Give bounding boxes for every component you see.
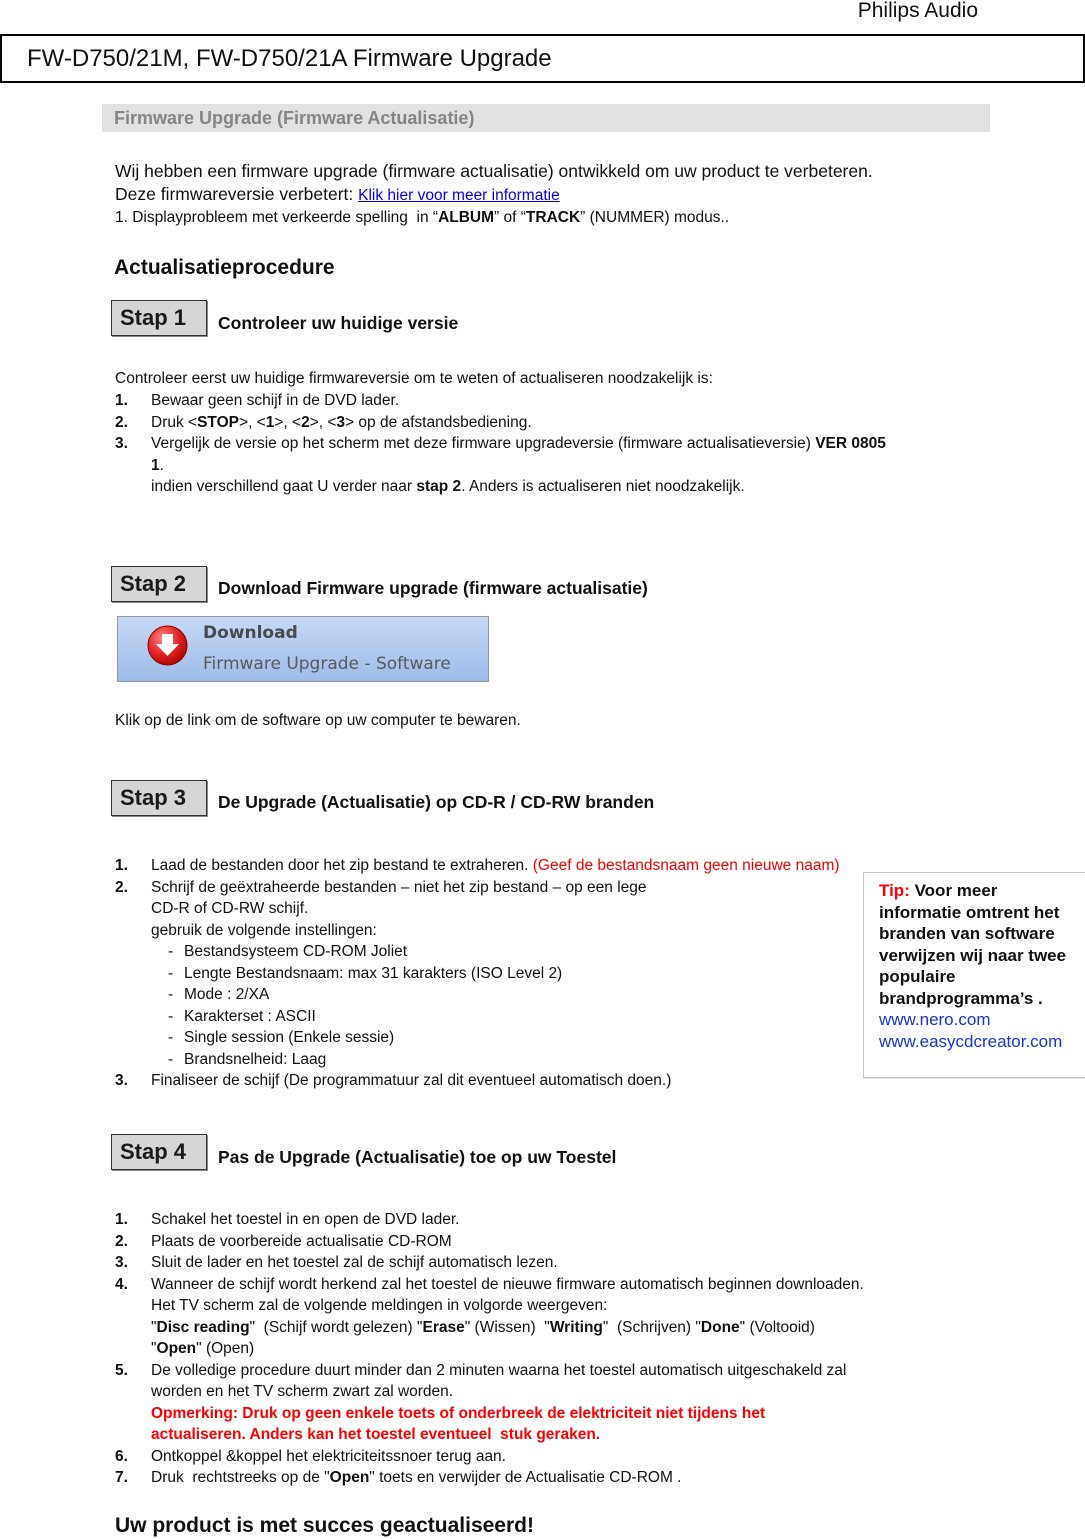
step-2-note: Klik op de link om de software op uw computer te bewaren.: [115, 712, 521, 729]
text-segment: Ontkoppel &koppel het elektriciteitssnoer terug aan.: [151, 1447, 506, 1465]
list-line: [151, 877, 975, 899]
list-line: [151, 455, 975, 477]
list-number: 1.: [115, 857, 128, 874]
list-item: [115, 1070, 975, 1092]
text-segment: >, <: [239, 413, 266, 431]
list-number: 3.: [115, 1072, 128, 1089]
warning-text: actualiseren. Anders kan het toestel eventueel stuk geraken.: [151, 1426, 601, 1443]
text-segment: Mode : 2/XA: [184, 986, 270, 1003]
list-item-body: [151, 877, 975, 1071]
list-item-body: [151, 412, 975, 434]
nero-link[interactable]: www.nero.com: [879, 1010, 991, 1029]
warning-text: (Geef de bestandsnaam geen nieuwe naam): [532, 857, 840, 874]
list-item: [115, 390, 975, 412]
list-item-body: [151, 1252, 975, 1274]
document-title: FW-D750/21M, FW-D750/21A Firmware Upgrade: [27, 45, 552, 72]
text-segment: " (Voltooid): [739, 1318, 815, 1336]
intro-improvement-line: [115, 183, 560, 207]
list-item-body: [151, 1231, 975, 1253]
text-segment: >, <: [274, 413, 302, 431]
text-segment: Bewaar geen schijf in de DVD lader.: [151, 392, 400, 409]
setting-line: [151, 941, 975, 963]
intro-text: Wij hebben een firmware upgrade (firmware actualisatie) ontwikkeld om uw product te verbeteren.: [115, 161, 873, 181]
text-segment: indien verschillend gaat U verder naar: [151, 478, 417, 495]
list-number: 4.: [115, 1275, 128, 1293]
text-segment: " (Schrijven) ": [602, 1318, 701, 1336]
text-segment: >, <: [309, 413, 337, 431]
emphasis-text: Writing: [549, 1318, 603, 1336]
list-number: 3.: [115, 1254, 128, 1271]
list-item: [115, 855, 975, 877]
emphasis-text: 1: [265, 413, 275, 431]
text-segment: ": [151, 1340, 157, 1357]
list-number: 7.: [115, 1469, 128, 1486]
step-1-intro: Controleer eerst uw huidige firmwareversie om te weten of actualiseren noodzakelijk is:: [115, 370, 713, 387]
list-number: 3.: [115, 435, 128, 452]
text-segment: Sluit de lader en het toestel zal de schijf automatisch lezen.: [151, 1254, 558, 1271]
tip-body: Voor meer informatie omtrent het branden van software verwijzen wij naar twee populaire brandprogramma’s .: [879, 881, 1067, 1008]
list-line: [151, 433, 975, 455]
list-number: 1.: [115, 392, 128, 409]
step-4-badge: Stap 4: [111, 1134, 207, 1170]
text-segment: De volledige procedure duurt minder dan 2 minuten waarna het toestel automatisch uitgeschakeld zal: [151, 1361, 847, 1379]
text-segment: Brandsnelheid: Laag: [184, 1050, 327, 1068]
emphasis-text: STOP: [197, 413, 240, 431]
improvement-label: Deze firmwareversie verbetert:: [115, 184, 359, 204]
text-segment: Druk rechtstreeks op de ": [151, 1469, 330, 1486]
bullet-dash: -: [168, 964, 174, 982]
list-item: [115, 1446, 975, 1468]
tip-box: [863, 872, 1085, 1078]
text-segment: Het TV scherm zal de volgende meldingen in volgorde weergeven:: [151, 1297, 608, 1314]
list-line: [151, 1274, 975, 1296]
list-line: [151, 1467, 975, 1489]
list-line: [151, 1295, 975, 1317]
emphasis-text: stap 2: [416, 478, 462, 495]
procedure-heading: Actualisatieprocedure: [114, 256, 335, 279]
text-segment: 1. Displayprobleem met verkeerde spelling in “: [115, 209, 439, 226]
list-line: [151, 1403, 975, 1425]
bullet-dash: -: [168, 1050, 174, 1068]
setting-line: [151, 1027, 975, 1049]
section-bar-title: Firmware Upgrade (Firmware Actualisatie): [114, 108, 475, 128]
warning-text: Opmerking: Druk op geen enkele toets of onderbreek de elektriciteit niet tijdens het: [151, 1404, 766, 1422]
emphasis-text: Open: [156, 1340, 197, 1357]
text-segment: ” (NUMMER) modus..: [580, 209, 730, 226]
list-number: 2.: [115, 413, 128, 431]
list-line: [151, 1070, 975, 1092]
text-segment: Vergelijk de versie op het scherm met deze firmware upgradeversie (firmware actualisatieversie): [151, 435, 816, 452]
step-4-title: Pas de Upgrade (Actualisatie) toe op uw Toestel: [218, 1147, 617, 1167]
emphasis-text: 2: [301, 413, 310, 431]
list-line: [151, 1252, 975, 1274]
list-number: 5.: [115, 1361, 128, 1379]
bullet-dash: -: [168, 986, 174, 1003]
setting-line: [151, 963, 975, 985]
list-number: 2.: [115, 878, 128, 896]
list-line: [151, 855, 975, 877]
text-segment: ” of “: [494, 209, 526, 226]
step-4-list: [115, 1209, 975, 1489]
step-1-list: [115, 390, 975, 498]
download-firmware-button[interactable]: [117, 616, 489, 682]
list-item-body: [151, 433, 975, 498]
list-line: [151, 1209, 975, 1231]
step-3-title: De Upgrade (Actualisatie) op CD-R / CD-RW branden: [218, 792, 655, 812]
list-line: [151, 1317, 975, 1339]
text-segment: > op de afstandsbediening.: [345, 413, 532, 431]
list-item: [115, 412, 975, 434]
list-item-body: [151, 1467, 975, 1489]
setting-line: [151, 1049, 975, 1071]
bullet-dash: -: [168, 943, 174, 960]
text-segment: Single session (Enkele sessie): [184, 1029, 395, 1046]
bullet-dash: -: [168, 1029, 174, 1046]
emphasis-text: 1: [151, 456, 160, 474]
easycdcreator-link[interactable]: www.easycdcreator.com: [879, 1031, 1063, 1051]
list-line: [151, 920, 975, 942]
list-item: [115, 1231, 975, 1253]
tip-label: Tip:: [879, 881, 910, 900]
list-line: [151, 1381, 975, 1403]
list-item-body: [151, 390, 975, 412]
step-1-badge: Stap 1: [111, 300, 207, 336]
text-segment: ": [151, 1318, 157, 1336]
list-line: [151, 412, 975, 434]
text-segment: worden en het TV scherm zwart zal worden.: [151, 1383, 454, 1400]
emphasis-text: Open: [329, 1469, 370, 1486]
text-segment: Finaliseer de schijf (De programmatuur zal dit eventueel automatisch doen.): [151, 1072, 672, 1089]
text-segment: Lengte Bestandsnaam: max 31 karakters (ISO Level 2): [184, 964, 563, 982]
text-segment: Plaats de voorbereide actualisatie CD-ROM: [151, 1232, 452, 1250]
download-title: Download: [203, 623, 298, 643]
setting-line: [151, 1006, 975, 1028]
text-segment: Schrijf de geëxtraheerde bestanden – niet het zip bestand – op een lege: [151, 878, 647, 896]
list-item: [115, 1209, 975, 1231]
list-item: [115, 1274, 975, 1360]
text-segment: Bestandsysteem CD-ROM Joliet: [184, 943, 408, 960]
text-segment: Karakterset : ASCII: [184, 1007, 316, 1025]
list-number: 1.: [115, 1211, 128, 1228]
document-title-box: [0, 34, 1085, 83]
step-3-list: [115, 855, 975, 1092]
list-line: [151, 1360, 975, 1382]
list-item-body: [151, 855, 975, 877]
list-line: [151, 1338, 975, 1360]
list-item: [115, 877, 975, 1071]
list-item-body: [151, 1209, 975, 1231]
more-info-link[interactable]: Klik hier voor meer informatie: [358, 187, 560, 204]
text-segment: Schakel het toestel in en open de DVD lader.: [151, 1211, 460, 1228]
step-2-badge: Stap 2: [111, 566, 207, 602]
list-item: [115, 1467, 975, 1489]
step-3-badge: Stap 3: [111, 780, 207, 816]
list-line: [151, 1446, 975, 1468]
text-segment: Druk <: [151, 413, 198, 431]
fix-item: [115, 207, 729, 229]
text-segment: " (Schijf wordt gelezen) ": [249, 1318, 423, 1336]
download-subtitle: Firmware Upgrade - Software: [203, 654, 451, 674]
section-bar: [102, 104, 990, 132]
emphasis-text: VER 0805: [815, 435, 886, 452]
emphasis-text: ALBUM: [438, 209, 495, 226]
emphasis-text: Disc reading: [156, 1318, 250, 1336]
bullet-dash: -: [168, 1007, 174, 1025]
list-line: [151, 476, 975, 498]
emphasis-text: Done: [700, 1318, 740, 1336]
success-message: Uw product is met succes geactualiseerd!: [115, 1514, 534, 1537]
step-1-title: Controleer uw huidige versie: [218, 313, 459, 333]
text-segment: " (Wissen) ": [464, 1318, 550, 1336]
list-item-body: [151, 1360, 975, 1446]
text-segment: . Anders is actualiseren niet noodzakelijk.: [461, 478, 745, 495]
list-line: [151, 1231, 975, 1253]
text-segment: " (Open): [196, 1340, 255, 1357]
text-segment: " toets en verwijder de Actualisatie CD-ROM .: [369, 1469, 682, 1486]
text-segment: .: [159, 456, 164, 474]
download-icon: [147, 625, 188, 666]
emphasis-text: TRACK: [525, 209, 581, 226]
list-item-body: [151, 1446, 975, 1468]
list-line: [151, 898, 975, 920]
text-segment: Laad de bestanden door het zip bestand te extraheren.: [151, 857, 533, 874]
list-line: [151, 390, 975, 412]
list-item: [115, 433, 975, 498]
list-item-body: [151, 1274, 975, 1360]
list-line: [151, 1424, 975, 1446]
emphasis-text: Erase: [422, 1318, 465, 1336]
text-segment: CD-R of CD-RW schijf.: [151, 900, 309, 917]
list-number: 6.: [115, 1447, 128, 1465]
tip-text: [879, 880, 1079, 1009]
list-item: [115, 1360, 975, 1446]
emphasis-text: 3: [336, 413, 346, 431]
list-number: 2.: [115, 1232, 128, 1250]
brand-name: Philips Audio: [857, 0, 978, 22]
text-segment: Wanneer de schijf wordt herkend zal het toestel de nieuwe firmware automatisch beginnen downloaden.: [151, 1275, 864, 1293]
list-item-body: [151, 1070, 975, 1092]
list-item: [115, 1252, 975, 1274]
text-segment: gebruik de volgende instellingen:: [151, 921, 377, 939]
setting-line: [151, 984, 975, 1006]
step-2-title: Download Firmware upgrade (firmware actualisatie): [218, 578, 648, 598]
